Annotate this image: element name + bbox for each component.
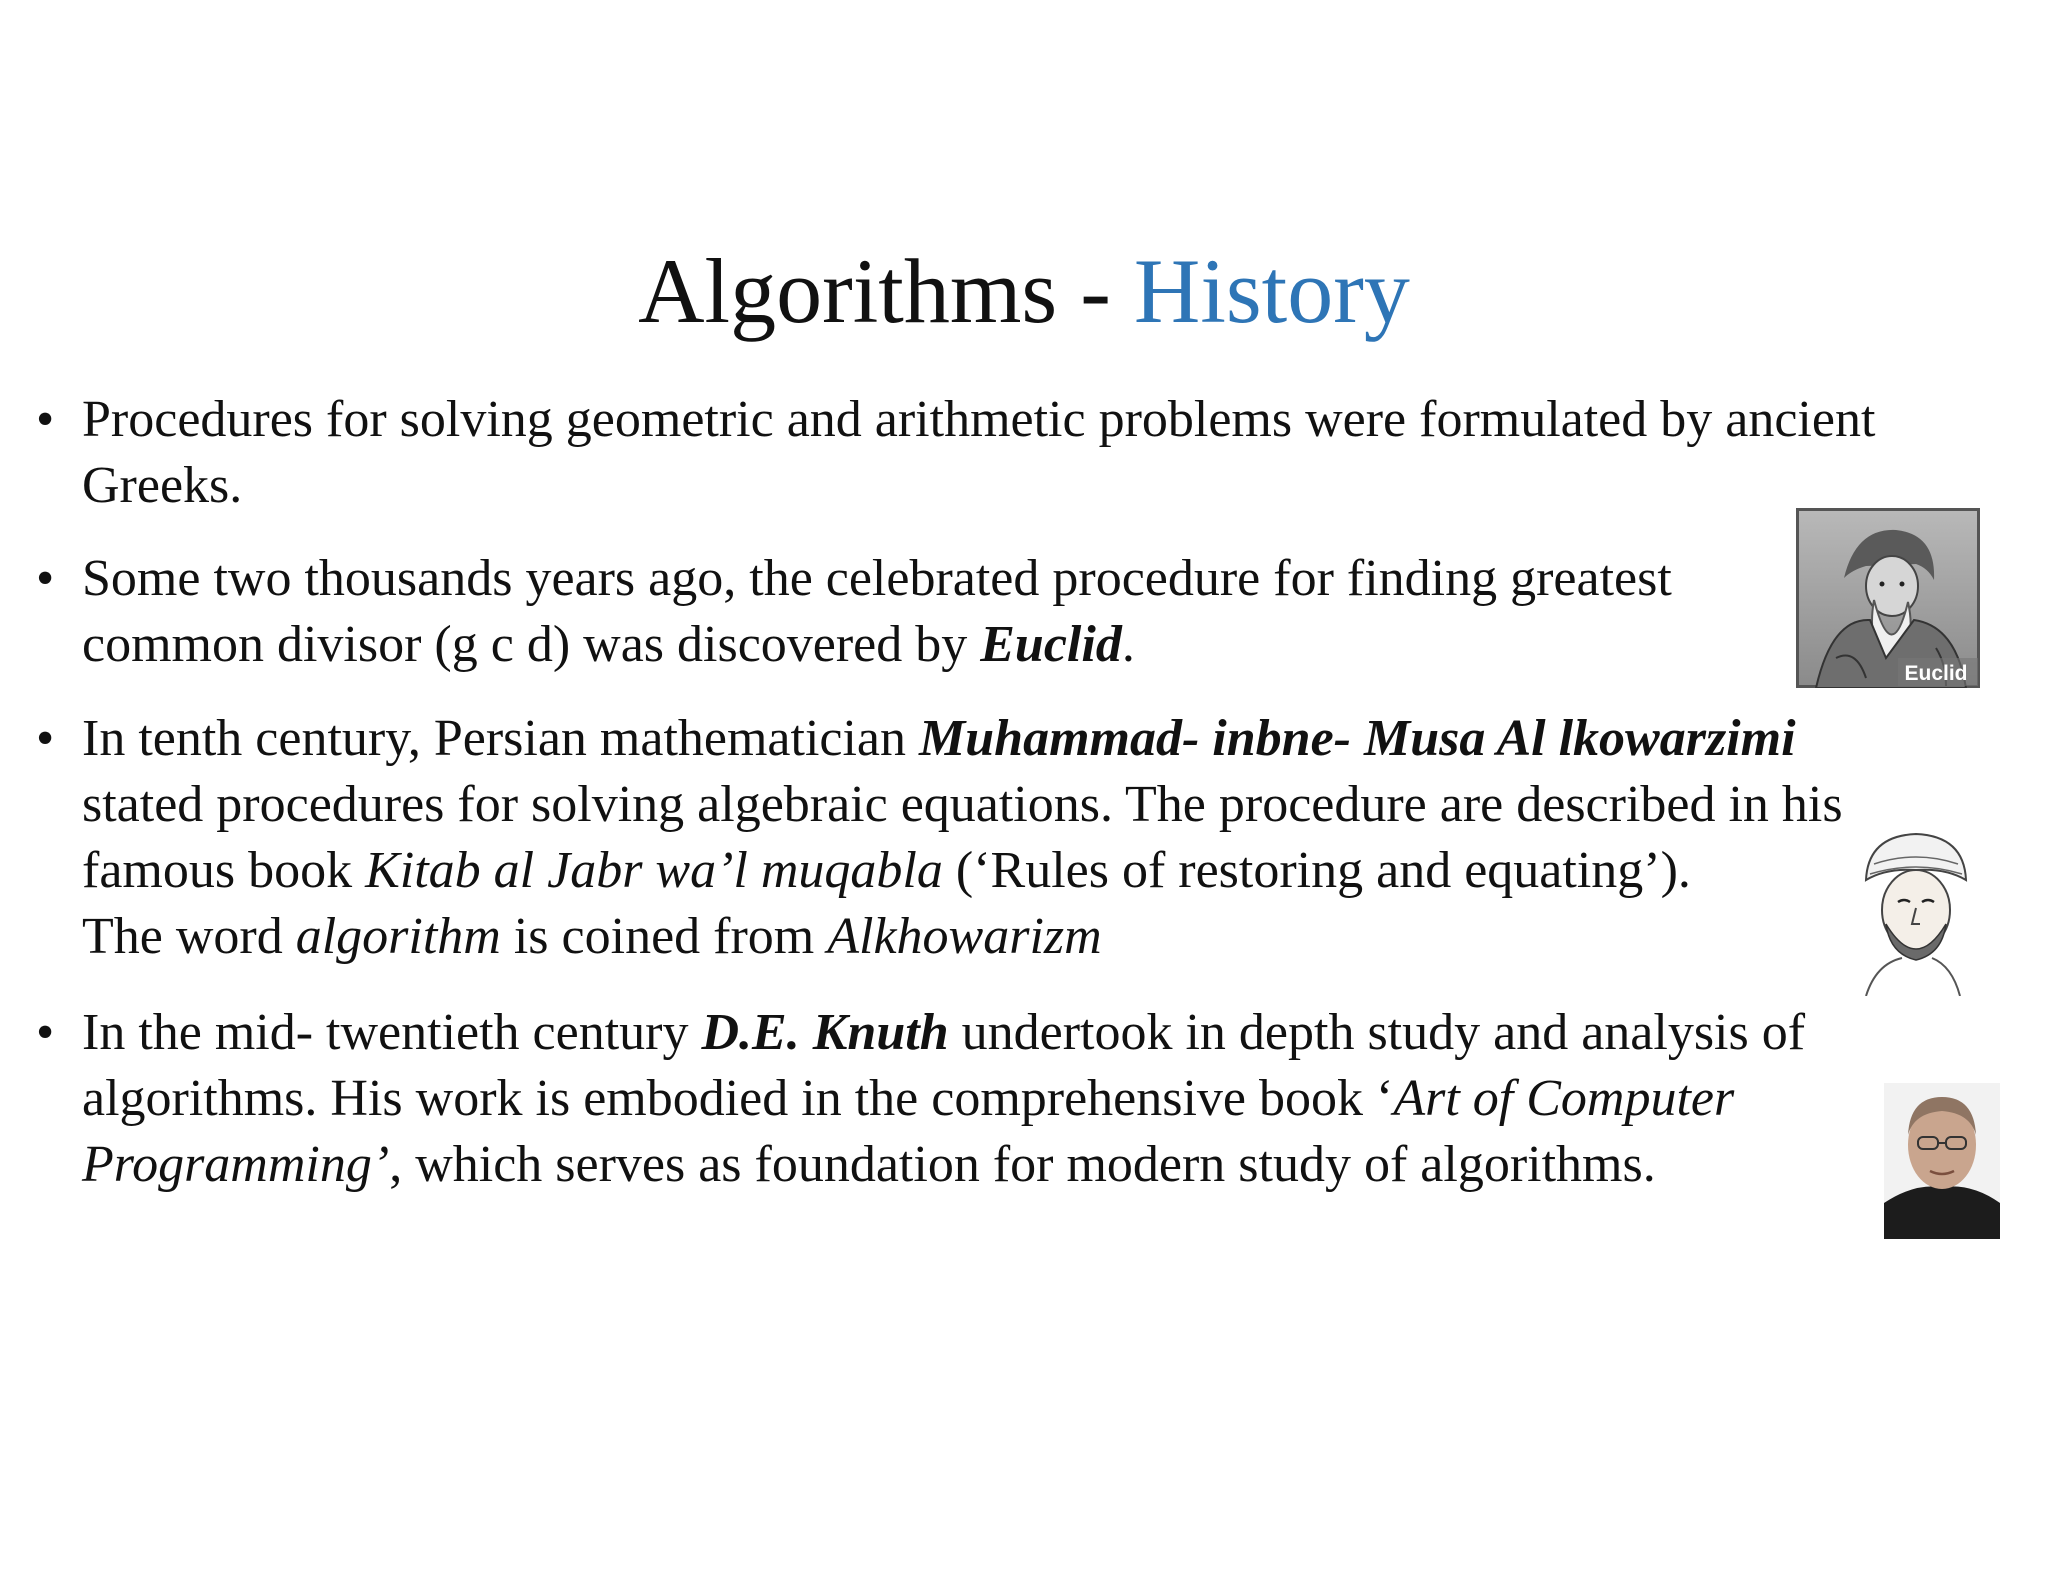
bullet-line <box>82 904 1843 970</box>
bullet-khwarizmi <box>36 706 1843 970</box>
term-algorithm: algorithm <box>295 908 501 965</box>
bullet-line: Procedures for solving geometric and arithmetic problems were formulated by ancient <box>82 391 1876 448</box>
khwarizmi-portrait-image <box>1846 824 1980 996</box>
text-run: undertook in depth study and analysis of <box>948 1004 1806 1061</box>
bullet-line: stated procedures for solving algebraic equations. The procedure are described in his <box>82 776 1843 833</box>
khwarizmi-name: Muhammad- inbne- Musa Al lkowarzimi <box>919 710 1796 767</box>
euclid-caption: Euclid <box>1904 662 1968 685</box>
knuth-portrait-image <box>1884 1083 2000 1239</box>
knuth-name: D.E. Knuth <box>701 1004 949 1061</box>
bullet-knuth <box>36 1000 1806 1198</box>
bullet-dot: • <box>36 1004 55 1061</box>
text-run: The word <box>82 908 296 965</box>
text-run: famous book <box>82 842 366 899</box>
text-run: , which serves as foundation for modern study of algorithms. <box>389 1136 1656 1193</box>
euclid-portrait <box>1796 508 1980 688</box>
khwarizmi-portrait <box>1846 824 1980 996</box>
euclid-name: Euclid <box>980 616 1122 673</box>
bullet-line: Greeks. <box>82 457 243 514</box>
bullet-line <box>82 1066 1805 1132</box>
bullet-euclid <box>36 546 1672 678</box>
text-run: common divisor (g c d) was discovered by <box>82 616 981 673</box>
title-accent: History <box>1133 240 1410 342</box>
book-title: Art of Computer <box>1393 1070 1735 1127</box>
bullet-dot: • <box>36 391 55 448</box>
text-run: algorithms. His work is embodied in the comprehensive book ‘ <box>82 1070 1394 1127</box>
bullet-dot: • <box>36 550 55 607</box>
euclid-portrait-image <box>1796 508 1980 688</box>
text-run: In the mid- twentieth century <box>82 1004 702 1061</box>
bullet-greeks <box>36 387 1876 519</box>
text-run: is coined from <box>500 908 828 965</box>
title-main: Algorithms - <box>638 240 1134 342</box>
knuth-portrait <box>1884 1083 2000 1239</box>
page-title <box>0 236 2048 346</box>
bullet-dot: • <box>36 710 55 767</box>
term-origin: Alkhowarizm <box>827 908 1102 965</box>
bullet-line <box>82 612 1672 678</box>
bullet-line <box>82 838 1843 904</box>
bullet-line: Some two thousands years ago, the celebrated procedure for finding greatest <box>82 550 1672 607</box>
text-run: (‘Rules of restoring and equating’). <box>942 842 1691 899</box>
text-run: In tenth century, Persian mathematician <box>82 710 920 767</box>
book-title: Kitab al Jabr wa’l muqabla <box>365 842 943 899</box>
bullet-line <box>82 1000 1805 1066</box>
bullet-line <box>82 706 1843 772</box>
bullet-line <box>82 1132 1805 1198</box>
text-run: . <box>1121 616 1135 673</box>
book-title: Programming’ <box>82 1136 390 1193</box>
